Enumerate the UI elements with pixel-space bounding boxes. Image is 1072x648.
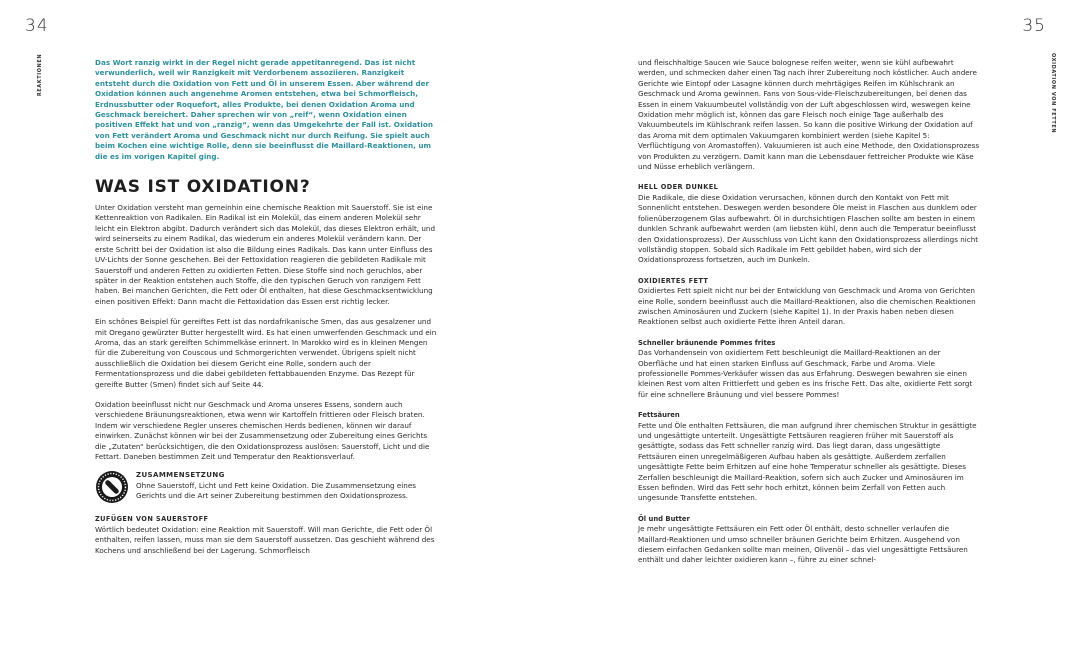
section-text: Fette und Öle enthalten Fettsäuren, die man aufgrund ihrer chemischen Struktur in gesättigte und ungesättigte unterteilt. Ungesättigte Fettsäuren reagieren früher mit Sauerstoff als gesättigte, sodass das Fett schneller ranzig wird. Das liegt daran, dass ungesättigte Fettsäuren einen unregelmäßigeren Aufbau haben als gesättigte. Außerdem zerfallen ungesättigte Fette beim Erhitzen auf eine hohe Temperatur schneller als gesättigte. Dieses Zerfallen beschleunigt die Maillard-Reaktion, sofern sich auch Zucker und Aminosäuren im Essen befinden. Wird das Fett sehr hoch erhitzt, können beim Zerfall von Fetten auch ungesunde Transfette entstehen. — [638, 420, 977, 503]
running-head-right: OXIDATION VON FETTEN — [1050, 53, 1056, 134]
dial-knob-icon — [95, 470, 129, 504]
right-page-column — [638, 58, 980, 566]
running-head-left: REAKTIONEN — [37, 53, 43, 97]
callout-box — [95, 470, 437, 504]
chapter-heading: WAS IST OXIDATION? — [95, 177, 311, 198]
body-paragraph: Ein schönes Beispiel für gereiftes Fett ist das nordafrikanische Smen, das aus gesalzener und mit Oregano gewürzter Butter hergestellt wird. Es hat einen umwerfenden Geschmack und ein Aroma, das an stark gereiften Schimmelkäse erinnert. In Marokko wird es in kleinen Mengen für die Zubereitung von Couscous und Schmorgerichten verwendet. Übrigens spielt nicht ausschließlich die Oxidation bei diesem Gericht eine Rolle, sondern auch der Fermentationsprozess und die dabei gebildeten fettabbauenden Enzyme. Das Rezept für gereifte Butter (Smen) findet sich auf Seite 44. — [95, 317, 437, 389]
section-text: Je mehr ungesättigte Fettsäuren ein Fett oder Öl enthält, desto schneller verlaufen die Maillard-Reaktionen und umso schneller bräunen Gerichte beim Erhitzen. Ausgehend von diesem einfachen Gedanken sollte man meinen, Olivenöl – das viel ungesättigte Fettsäuren enthält und daher leichter oxidieren kann –, führe zu einer schnel- — [638, 524, 968, 565]
section-title: OXIDIERTES FETT — [638, 276, 709, 285]
section-text: Oxidiertes Fett spielt nicht nur bei der Entwicklung von Geschmack und Aroma von Gerichten eine Rolle, sondern beeinflusst auch die Maillard-Reaktionen, also die chemischen Reaktionen zwischen Aminosäuren und Zuckern (siehe Kapitel 1). In der Praxis haben neben diesen Reaktionen selbst auch oxidierte Fette ihren Anteil daran. — [638, 286, 976, 327]
section-title: HELL ODER DUNKEL — [638, 183, 719, 192]
intro-paragraph: Das Wort ranzig wirkt in der Regel nicht gerade appetitanregend. Das ist nicht verwunderlich, weil wir Ranzigkeit mit Verdorbenem assoziieren. Ranzigkeit entsteht durch die Oxidation von Fett und Öl in unserem Essen. Aber während der Oxidation können auch angenehme Aromen entstehen, etwa bei Schmorfleisch, Erdnussbutter oder Roquefort, alles Produkte, bei denen Oxidation Aroma und Geschmack bereichert. Daher sprechen wir von „reif“, wenn Oxidation einen positiven Effekt hat und von „ranzig“, wenn das Umgekehrte der Fall ist. Oxidation von Fett verändert Aroma und Geschmack nicht nur durch Reifung. Sie spielt auch beim Kochen eine wichtige Rolle, denn sie beeinflusst die Maillard-Reaktionen, um die es im vorigen Kapitel ging. — [95, 58, 433, 161]
continuation-paragraph: und fleischhaltige Saucen wie Sauce bolognese reifen weiter, wenn sie kühl aufbewahrt werden, und schmecken daher einen Tag nach ihrer Zubereitung noch köstlicher. Auch andere Gerichte wie Eintopf oder Lasagne können durch mehrtägiges Reifen im Kühlschrank an Geschmack und Aroma gewinnen. Fans von Sous-vide-Fleischzubereitungen, bei denen das Essen in einem Vakuumbeutel vollständig von der Luft abgeschlossen wird, weswegen keine Oxidation mehr möglich ist, können das gare Fleisch noch einige Tage außerhalb des Vakuumbeutels im Kühlschrank reifen lassen. So kann die positive Wirkung der Oxidation auf das Aroma mit dem optimalen Vakuumgaren kombiniert werden (siehe Kapitel 5: Verflüchtigung von Aromastoffen). Vakuumieren ist auch eine Methode, den Oxidationsprozess von Produkten zu verzögern. Damit kann man die Lebensdauer fettreicher Produkte wie Käse und Nüsse erheblich verlängern. — [638, 58, 980, 172]
callout-title: ZUSAMMENSETZUNG — [136, 471, 225, 480]
left-page-column — [95, 58, 437, 556]
section-text: Das Vorhandensein von oxidiertem Fett beschleunigt die Maillard-Reaktionen an der Oberfläche und hat einen starken Einfluss auf Geschmack, Farbe und Aroma. Viele professionelle Pommes-Verkäufer wissen das aus Erfahrung. Deswegen bewahren sie einen kleinen Rest vom alten Frittierfett und geben es ins frische Fett. Das alte, oxidierte Fett sorgt für eine schnellere Bräunung und viel bessere Pommes! — [638, 348, 973, 399]
subsection-title: Fettsäuren — [638, 411, 680, 420]
body-paragraph: Unter Oxidation versteht man gemeinhin eine chemische Reaktion mit Sauerstoff. Sie ist eine Kettenreaktion von Radikalen. Ein Radikal ist ein Molekül, das einem anderen Molekül sehr leicht ein Elektron abgibt. Dadurch verändert sich das Molekül, das dieses Elektron erhält, und wird seinerseits zu einem Radikal, das wiederum ein anderes Molekül verändern kann. Der erste Schritt bei der Oxidation ist also die Bildung eines Radikals. Das kann unter Einfluss des UV-Lichts der Sonne geschehen. Bei der Fettoxidation reagieren die gebildeten Radikale mit Sauerstoff und anderen Fetten zu oxidierten Fetten. Diese Stoffe sind noch geruchlos, aber später in der Reaktion entstehen auch Stoffe, die den typischen Geruch von ranzigem Fett haben. Bei manchen Gerichten, die Fett oder Öl enthalten, hat diese Geschmacksentwicklung einen positiven Effekt: Dann macht die Fettoxidation das Essen erst richtig lecker. — [95, 203, 436, 306]
body-paragraph: Oxidation beeinflusst nicht nur Geschmack und Aroma unseres Essens, sondern auch verschiedene Bräunungsreaktionen, etwa wenn wir Kartoffeln frittieren oder Fleisch braten. Indem wir verschiedene Regler unseres chemischen Herds bedienen, können wir darauf einwirken. Zunächst können wir bei der Zusammensetzung oder Zubereitung eines Gerichts die „Zutaten“ berücksichtigen, die den Oxidationsprozess auslösen: Sauerstoff, Licht und die Fettart. Daneben bestimmen Zeit und Temperatur den Reaktionsverlauf. — [95, 399, 430, 461]
subsection-title: Schneller bräunende Pommes frites — [638, 338, 776, 347]
subsection-title: Öl und Butter — [638, 514, 690, 523]
section-text: Wörtlich bedeutet Oxidation: eine Reaktion mit Sauerstoff. Will man Gerichte, die Fett oder Öl enthalten, reifen lassen, muss man sie dem Sauerstoff aussetzen. Das geschieht während des Kochens und anschließend bei der Lagerung. Schmorfleisch — [95, 524, 435, 555]
page-number-right: 35 — [1022, 16, 1046, 36]
section-title: ZUFÜGEN VON SAUERSTOFF — [95, 515, 209, 524]
section-text: Die Radikale, die diese Oxidation verursachen, können durch den Kontakt von Fett mit Sonnenlicht entstehen. Deswegen werden besondere Öle meist in Flaschen aus dunklem oder folienüberzogenem Glas aufbewahrt. Öl in durchsichtigen Flaschen sollte am besten in einem dunklen Schrank aufbewahrt werden (am liebsten kühl, denn auch die Temperatur beeinflusst den Oxidationsprozess). Der Ausschluss von Licht kann den Oxidationsprozess allerdings nicht vollständig stoppen. Sobald sich Radikale im Fett gebildet haben, wird sich der Oxidationsprozess fortsetzen, auch im Dunkeln. — [638, 192, 979, 265]
callout-text: Ohne Sauerstoff, Licht und Fett keine Oxidation. Die Zusammensetzung eines Gerichts und die Art seiner Zubereitung bestimmen den Oxidationsprozess. — [136, 480, 417, 501]
page-number-left: 34 — [25, 16, 49, 36]
